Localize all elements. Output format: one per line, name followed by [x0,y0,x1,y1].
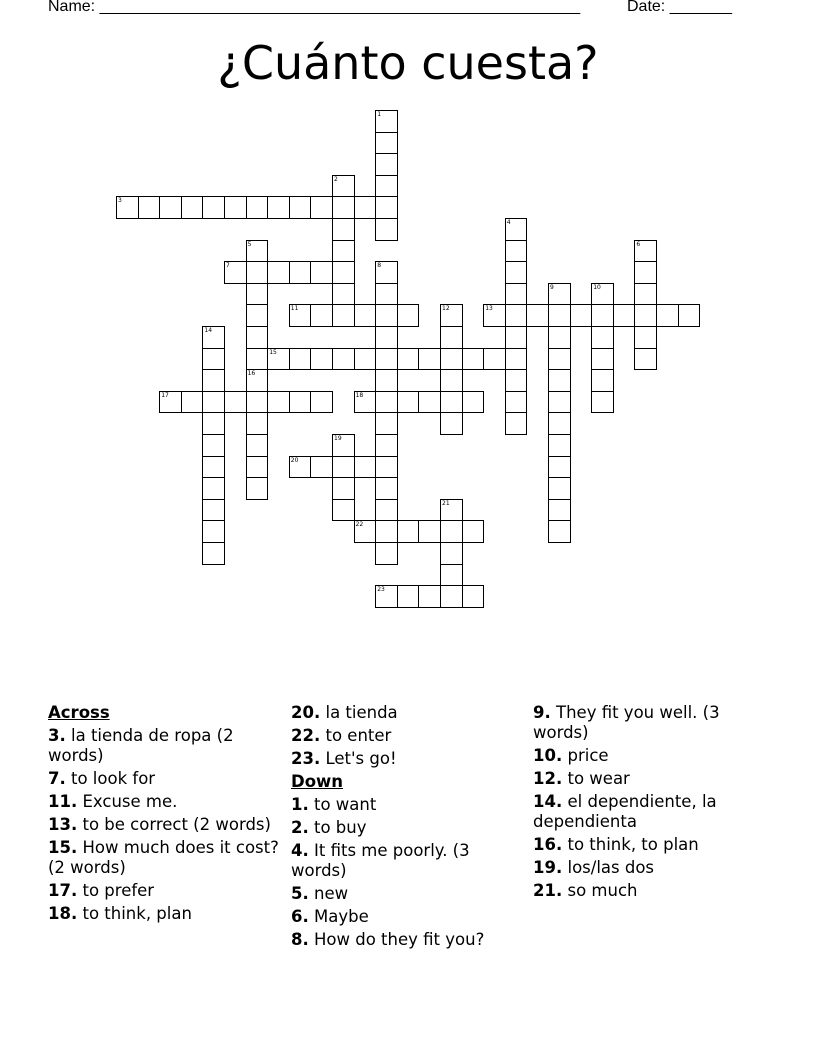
crossword-cell[interactable] [375,542,398,565]
crossword-cell[interactable] [440,585,463,608]
crossword-cell[interactable] [375,261,398,284]
crossword-cell[interactable] [526,304,549,327]
crossword-cell[interactable] [181,391,204,414]
clue-number: 17 [161,391,169,399]
crossword-cell[interactable] [505,326,528,349]
crossword-cell[interactable] [267,196,290,219]
crossword-cell[interactable] [224,391,247,414]
crossword-cell[interactable] [440,348,463,371]
crossword-cell[interactable] [246,391,269,414]
clue-across-3: 3. la tienda de ropa (2 words) [48,726,234,765]
clue-number: 5 [247,240,252,248]
crossword-cell[interactable] [202,391,225,414]
clue-across-7: 7. to look for [48,769,156,788]
crossword-cell[interactable] [440,520,463,543]
clue-across-17: 17. to prefer [48,881,155,900]
crossword-cell[interactable] [548,434,571,457]
crossword-cell[interactable] [505,369,528,392]
clue-number: 10 [593,283,601,291]
crossword-cell[interactable] [332,175,355,198]
crossword-cell[interactable] [483,304,506,327]
crossword-cell[interactable] [375,369,398,392]
crossword-cell[interactable] [634,283,657,306]
crossword-cell[interactable] [548,456,571,479]
crossword-cell[interactable] [634,304,657,327]
crossword-cell[interactable] [310,196,333,219]
crossword-cell[interactable] [332,283,355,306]
crossword-cell[interactable] [202,196,225,219]
crossword-cell[interactable] [591,369,614,392]
crossword-cell[interactable] [375,326,398,349]
clue-number: 6 [636,240,641,248]
crossword-cell[interactable] [375,499,398,522]
crossword-cell[interactable] [375,434,398,457]
crossword-cell[interactable] [289,261,312,284]
crossword-cell[interactable] [246,477,269,500]
crossword-cell[interactable] [202,326,225,349]
clue-across-22: 22. to enter [291,726,392,745]
crossword-cell[interactable] [418,585,441,608]
crossword-cell[interactable] [310,391,333,414]
crossword-cell[interactable] [375,391,398,414]
crossword-cell[interactable] [375,477,398,500]
name-field[interactable]: Name: ______________________________________________________ [48,0,581,15]
crossword-cell[interactable] [397,520,420,543]
crossword-cell[interactable] [440,564,463,587]
crossword-cell[interactable] [289,196,312,219]
clue-down-4: 4. It fits me poorly. (3 words) [291,841,470,880]
crossword-cell[interactable] [159,391,182,414]
clue-across-13: 13. to be correct (2 words) [48,815,271,834]
crossword-cell[interactable] [310,348,333,371]
crossword-cell[interactable] [462,585,485,608]
crossword-cell[interactable] [310,261,333,284]
crossword-cell[interactable] [591,391,614,414]
crossword-cell[interactable] [354,348,377,371]
clue-number: 20 [290,456,299,464]
clue-down-2: 2. to buy [291,818,367,837]
clue-across-23: 23. Let's go! [291,749,397,768]
crossword-cell[interactable] [462,348,485,371]
crossword-cell[interactable] [397,304,420,327]
clue-number: 16 [247,370,256,378]
crossword-cell[interactable] [375,218,398,241]
crossword-cell[interactable] [202,542,225,565]
clues-column-3 [533,703,765,904]
crossword-cell[interactable] [440,391,463,414]
crossword-cell[interactable] [591,283,614,306]
crossword-cell[interactable] [570,304,593,327]
crossword-cell[interactable] [267,391,290,414]
clue-down-10: 10. price [533,746,609,765]
crossword-cell[interactable] [375,153,398,176]
crossword-cell[interactable] [375,304,398,327]
clue-number: 4 [506,219,511,226]
crossword-cell[interactable] [246,456,269,479]
clue-across-11: 11. Excuse me. [48,792,178,811]
crossword-cell[interactable] [505,218,528,241]
clue-number: 7 [226,262,230,270]
crossword-cell[interactable] [375,520,398,543]
crossword-cell[interactable] [332,261,355,284]
crossword-cell[interactable] [310,456,333,479]
crossword-cell[interactable] [289,456,312,479]
crossword-cell[interactable] [548,391,571,414]
crossword-cell[interactable] [505,304,528,327]
crossword-cell[interactable] [375,456,398,479]
crossword-cell[interactable] [267,348,290,371]
crossword-cell[interactable] [354,196,377,219]
crossword-cell[interactable] [267,261,290,284]
crossword-cell[interactable] [181,196,204,219]
clue-down-8: 8. How do they fit you? [291,930,485,949]
crossword-cell[interactable] [375,175,398,198]
clue-number: 13 [485,305,493,313]
crossword-cell[interactable] [289,304,312,327]
crossword-cell[interactable] [548,304,571,327]
crossword-cell[interactable] [375,132,398,155]
crossword-cell[interactable] [656,304,679,327]
crossword-cell[interactable] [202,412,225,435]
crossword-cell[interactable] [375,196,398,219]
crossword-cell[interactable] [548,477,571,500]
clue-down-1: 1. to want [291,795,377,814]
clue-number: 22 [355,521,364,529]
crossword-cell[interactable] [440,499,463,522]
crossword-cell[interactable] [202,520,225,543]
crossword-cell[interactable] [634,240,657,263]
crossword-cell[interactable] [440,412,463,435]
crossword-cell[interactable] [440,304,463,327]
crossword-cell[interactable] [613,304,636,327]
crossword-cell[interactable] [202,348,225,371]
crossword-cell[interactable] [246,369,269,392]
clue-across-18: 18. to think, plan [48,904,192,923]
crossword-cell[interactable] [246,240,269,263]
clues-column-1 [48,703,280,927]
crossword-cell[interactable] [224,196,247,219]
clues-column-2 [291,703,523,953]
clue-number: 15 [269,348,277,356]
crossword-cell[interactable] [505,283,528,306]
crossword-cell[interactable] [678,304,701,327]
crossword-cell[interactable] [634,326,657,349]
crossword-cell[interactable] [159,196,182,219]
crossword-cell[interactable] [246,434,269,457]
crossword-cell[interactable] [246,196,269,219]
crossword-cell[interactable] [202,369,225,392]
crossword-cell[interactable] [310,304,333,327]
crossword-cell[interactable] [332,240,355,263]
crossword-cell[interactable] [354,520,377,543]
crossword-cell[interactable] [354,391,377,414]
crossword-cell[interactable] [505,261,528,284]
clue-down-5: 5. new [291,884,349,903]
crossword-cell[interactable] [505,240,528,263]
crossword-cell[interactable] [548,499,571,522]
crossword-cell[interactable] [634,348,657,371]
crossword-cell[interactable] [246,283,269,306]
crossword-cell[interactable] [332,499,355,522]
crossword-cell[interactable] [397,348,420,371]
crossword-cell[interactable] [418,520,441,543]
crossword-cell[interactable] [548,369,571,392]
clue-down-6: 6. Maybe [291,907,369,926]
crossword-cell[interactable] [418,348,441,371]
clue-down-16: 16. to think, to plan [533,835,699,854]
crossword-cell[interactable] [202,456,225,479]
crossword-cell[interactable] [246,326,269,349]
clue-number: 23 [377,586,385,594]
crossword-cell[interactable] [634,261,657,284]
clue-number: 19 [334,435,342,442]
clue-number: 12 [442,305,450,313]
crossword-cell[interactable] [289,391,312,414]
clue-number: 18 [355,391,364,399]
crossword-cell[interactable] [375,110,398,133]
clue-across-15: 15. How much does it cost? (2 words) [48,838,279,877]
clue-down-9: 9. They fit you well. (3 words) [533,703,720,742]
crossword-cell[interactable] [591,348,614,371]
crossword-cell[interactable] [375,412,398,435]
clue-number: 14 [204,327,213,334]
crossword-cell[interactable] [440,326,463,349]
crossword-cell[interactable] [332,218,355,241]
crossword-cell[interactable] [375,283,398,306]
crossword-cell[interactable] [375,585,398,608]
clue-down-12: 12. to wear [533,769,630,788]
crossword-cell[interactable] [246,348,269,371]
clue-down-19: 19. los/las dos [533,858,655,877]
crossword-cell[interactable] [505,391,528,414]
crossword-cell[interactable] [354,304,377,327]
crossword-cell[interactable] [246,304,269,327]
clue-down-21: 21. so much [533,881,638,900]
crossword-cell[interactable] [440,542,463,565]
clue-number: 9 [550,283,554,291]
crossword-cell[interactable] [548,326,571,349]
crossword-cell[interactable] [202,434,225,457]
crossword-cell[interactable] [591,304,614,327]
clue-number: 3 [118,197,122,205]
clue-number: 2 [334,175,338,183]
crossword-cell[interactable] [332,434,355,457]
crossword-cell[interactable] [116,196,139,219]
crossword-cell[interactable] [354,456,377,479]
crossword-cell[interactable] [138,196,161,219]
crossword-cell[interactable] [440,369,463,392]
crossword-cell[interactable] [332,477,355,500]
crossword-cell[interactable] [332,348,355,371]
crossword-cell[interactable] [397,585,420,608]
clue-across-20: 20. la tienda [291,703,398,722]
crossword-cell[interactable] [246,412,269,435]
crossword-cell[interactable] [202,477,225,500]
crossword-cell[interactable] [397,391,420,414]
crossword-cell[interactable] [591,326,614,349]
crossword-cell[interactable] [332,304,355,327]
crossword-cell[interactable] [332,456,355,479]
crossword-cell[interactable] [246,261,269,284]
crossword-cell[interactable] [548,412,571,435]
crossword-cell[interactable] [332,196,355,219]
clue-down-14: 14. el dependiente, la dependienta [533,792,717,831]
crossword-cell[interactable] [202,499,225,522]
crossword-cell[interactable] [224,261,247,284]
clue-number: 21 [442,499,450,507]
crossword-cell[interactable] [505,412,528,435]
crossword-cell[interactable] [548,283,571,306]
crossword-cell[interactable] [418,391,441,414]
across-heading: Across [48,703,110,722]
clue-number: 1 [377,111,382,118]
crossword-cell[interactable] [289,348,312,371]
clue-number: 11 [290,305,299,313]
crossword-cell[interactable] [375,348,398,371]
down-heading: Down [291,772,344,791]
page-title: ¿Cuánto cuesta? [217,36,599,90]
crossword-cell[interactable] [548,348,571,371]
crossword-cell[interactable] [505,348,528,371]
clue-number: 8 [377,262,382,270]
crossword-cell[interactable] [462,391,485,414]
date-field[interactable]: Date: _______ [627,0,732,15]
crossword-cell[interactable] [483,348,506,371]
crossword-cell[interactable] [462,520,485,543]
crossword-cell[interactable] [548,520,571,543]
